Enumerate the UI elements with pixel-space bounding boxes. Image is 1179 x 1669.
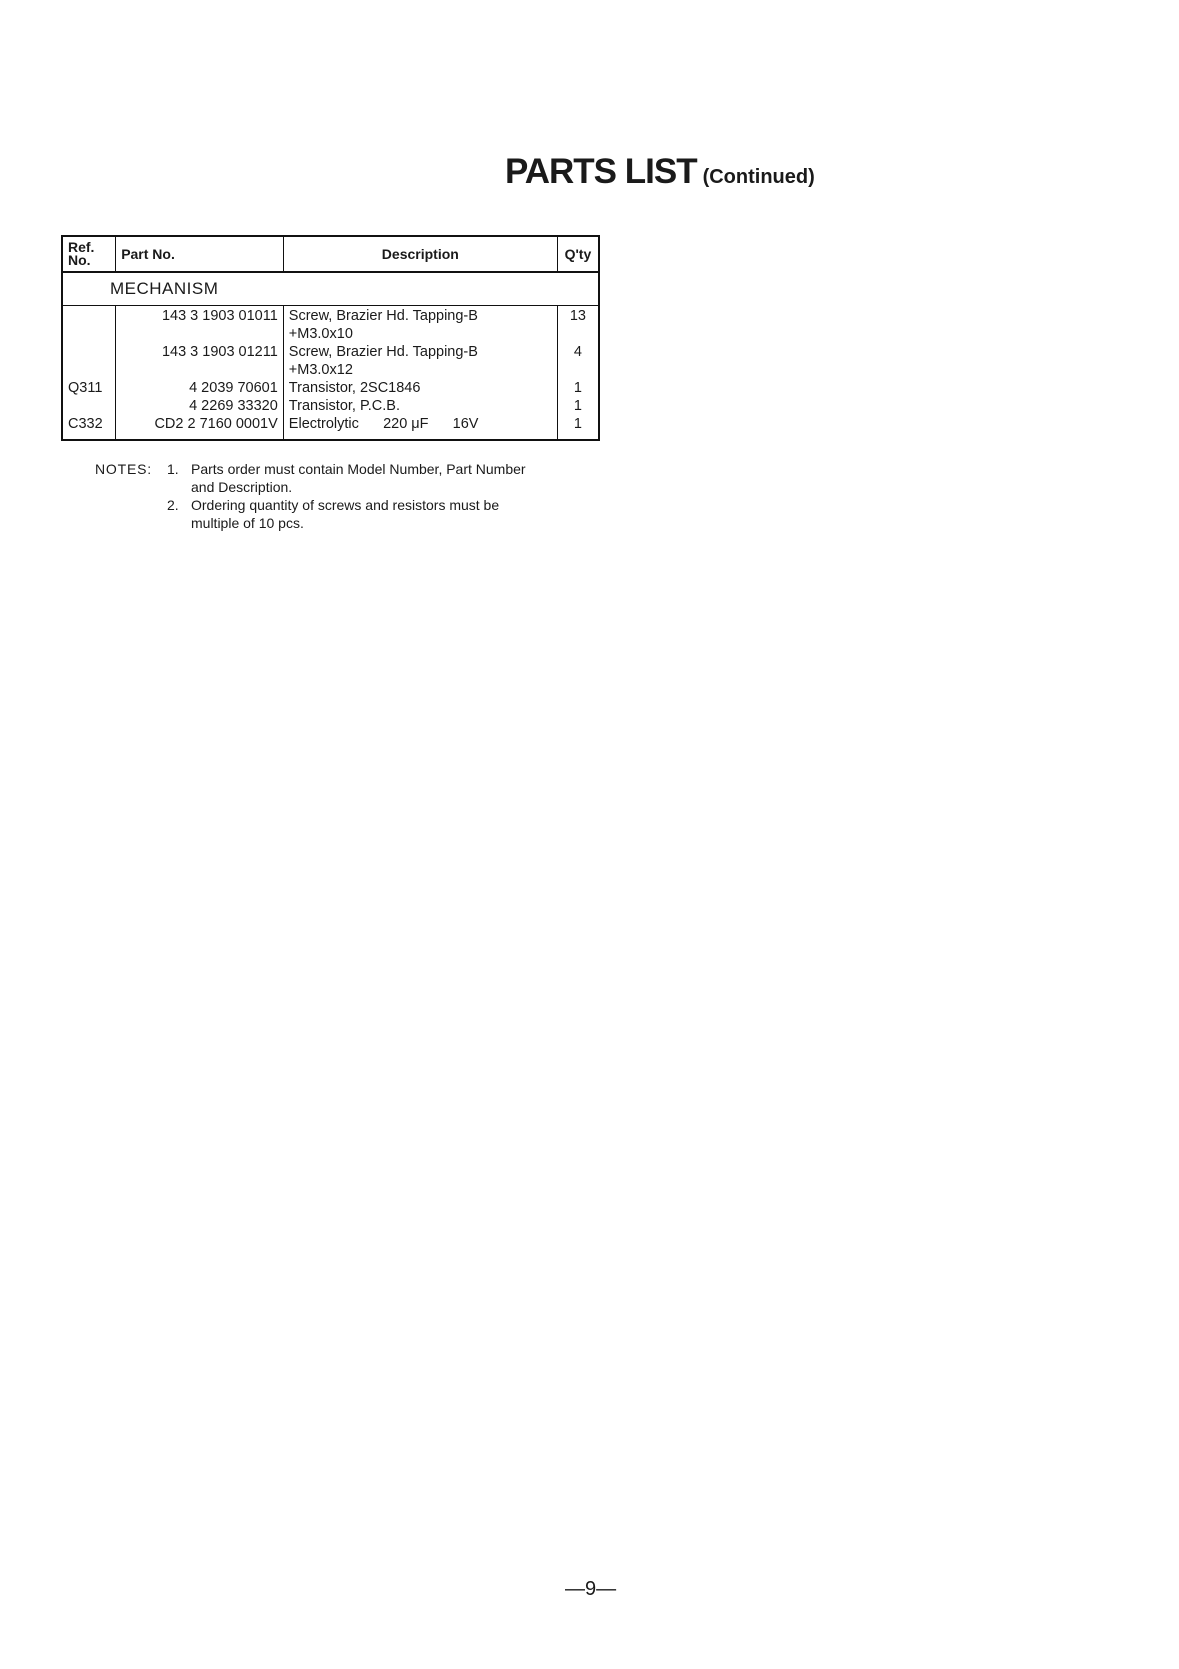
section-title: MECHANISM xyxy=(62,272,599,306)
cell-ref xyxy=(62,343,116,379)
cell-part-no: 143 3 1903 01011 xyxy=(116,306,284,344)
title-main: PARTS LIST xyxy=(505,152,697,191)
cell-part-no: CD2 2 7160 0001V xyxy=(116,415,284,440)
table-row xyxy=(62,415,599,440)
table-row xyxy=(62,397,599,415)
cell-ref xyxy=(62,306,116,344)
title-subtitle: (Continued) xyxy=(702,166,815,188)
column-header-qty: Q'ty xyxy=(557,236,599,272)
note-number: 2. xyxy=(167,497,179,513)
cell-qty: 13 xyxy=(569,308,586,324)
note-text: Parts order must contain Model Number, Part Number and Description. xyxy=(191,461,526,495)
note-number: 1. xyxy=(167,461,179,477)
section-row xyxy=(62,272,599,306)
cell-part-no: 4 2269 33320 xyxy=(116,397,284,415)
table-header-row xyxy=(62,236,599,272)
cell-description: Screw, Brazier Hd. Tapping-B +M3.0x10 xyxy=(283,306,557,344)
cell-part-no: 4 2039 70601 xyxy=(116,379,284,397)
cell-qty: 4 xyxy=(573,344,582,360)
cell-description: Transistor, 2SC1846 xyxy=(283,379,557,397)
cell-description: Screw, Brazier Hd. Tapping-B +M3.0x12 xyxy=(283,343,557,379)
column-header-part-no: Part No. xyxy=(116,236,284,272)
page-title xyxy=(505,152,815,192)
cell-ref: C332 xyxy=(62,415,116,440)
column-header-description: Description xyxy=(283,236,557,272)
cell-ref: Q311 xyxy=(62,379,116,397)
cell-description: Transistor, P.C.B. xyxy=(283,397,557,415)
table-row xyxy=(62,343,599,379)
cell-qty: 1 xyxy=(573,416,582,432)
cell-qty: 1 xyxy=(573,398,582,414)
notes-label: NOTES: xyxy=(95,461,152,477)
cell-part-no: 143 3 1903 01211 xyxy=(116,343,284,379)
table-row xyxy=(62,379,599,397)
column-header-ref: Ref. No. xyxy=(62,236,116,272)
cell-description: Electrolytic 220 μF 16V xyxy=(283,415,557,440)
table-row xyxy=(62,306,599,344)
page-number: —9— xyxy=(565,1578,617,1600)
parts-table xyxy=(61,235,600,441)
cell-ref xyxy=(62,397,116,415)
note-text: Ordering quantity of screws and resistors must be multiple of 10 pcs. xyxy=(191,497,500,531)
cell-qty: 1 xyxy=(573,380,582,396)
